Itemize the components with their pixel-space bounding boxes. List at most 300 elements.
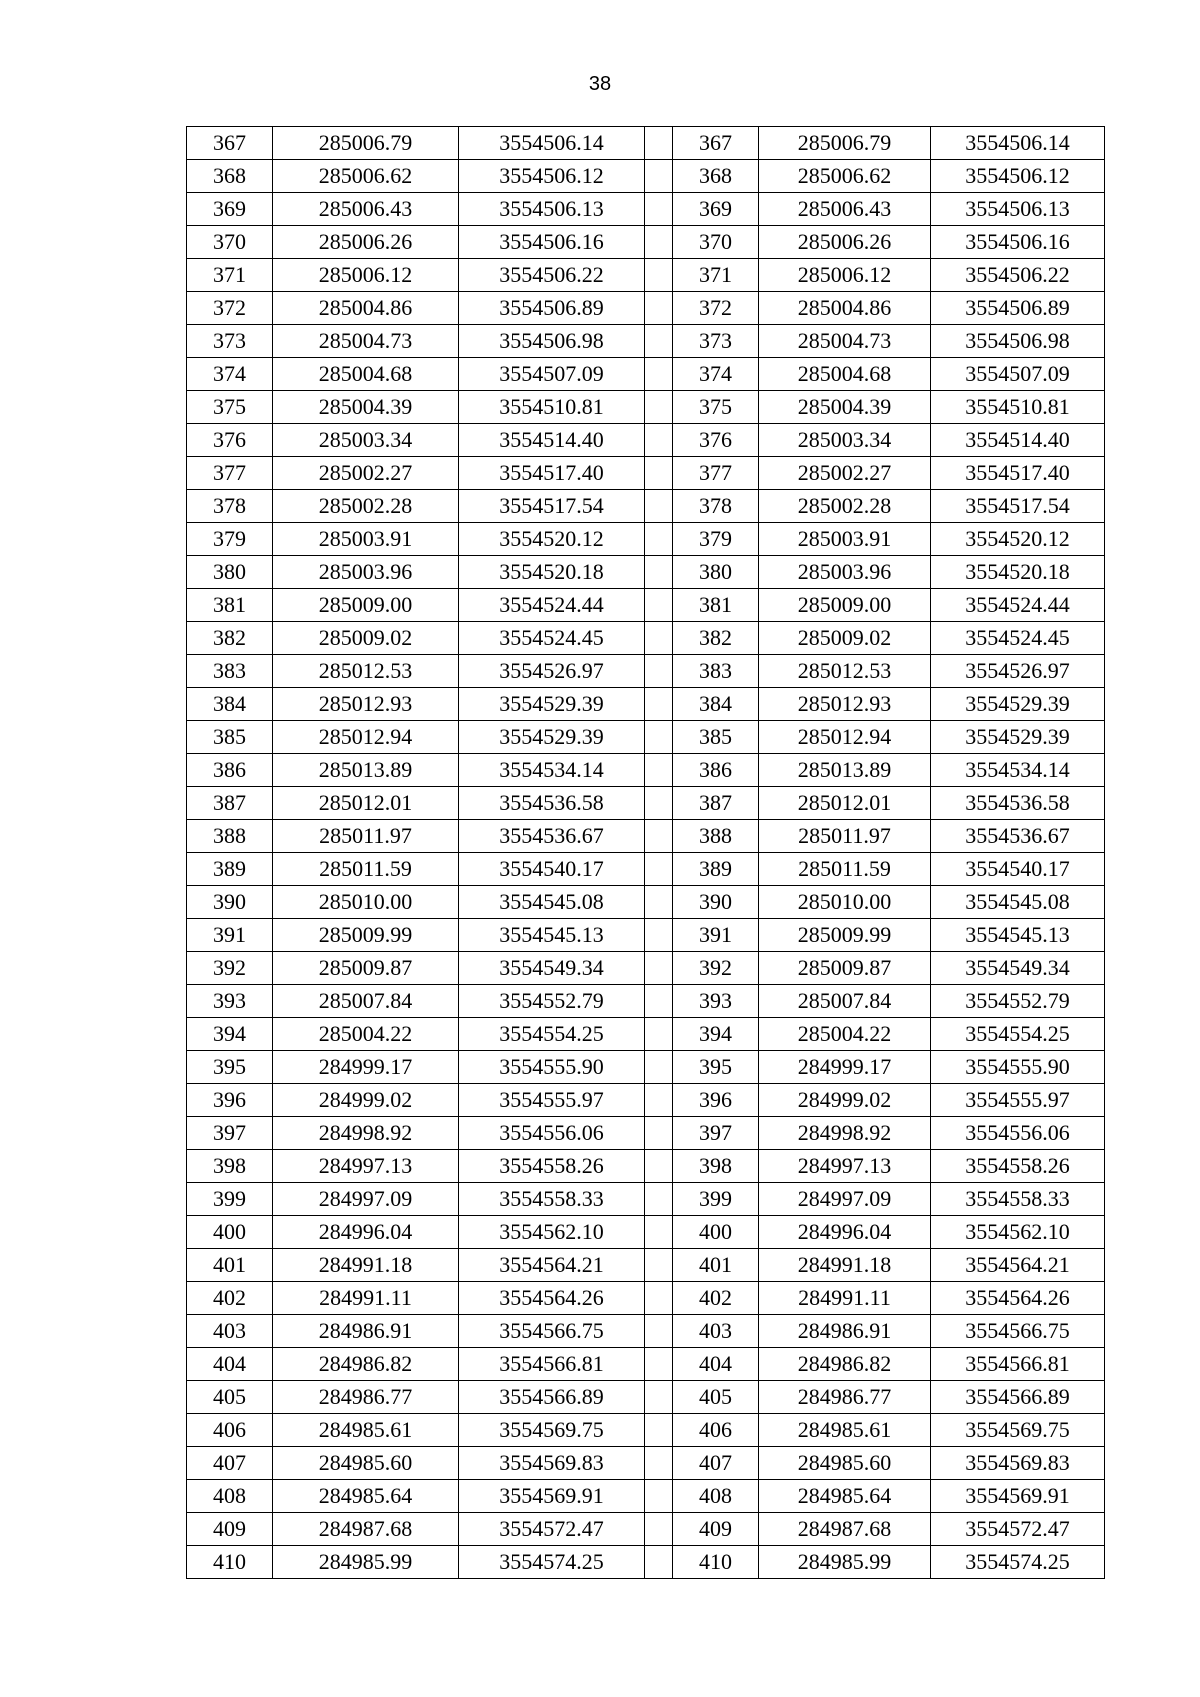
x-coordinate-right: 284985.64 xyxy=(759,1480,931,1513)
point-number-left: 391 xyxy=(187,919,273,952)
point-number-right: 379 xyxy=(673,523,759,556)
y-coordinate-right: 3554520.18 xyxy=(931,556,1105,589)
x-coordinate-right: 285009.87 xyxy=(759,952,931,985)
point-number-right: 391 xyxy=(673,919,759,952)
y-coordinate-left: 3554506.89 xyxy=(459,292,645,325)
separator-cell xyxy=(645,754,673,787)
point-number-left: 389 xyxy=(187,853,273,886)
y-coordinate-right: 3554554.25 xyxy=(931,1018,1105,1051)
separator-cell xyxy=(645,1315,673,1348)
separator-cell xyxy=(645,1216,673,1249)
y-coordinate-left: 3554552.79 xyxy=(459,985,645,1018)
x-coordinate-left: 284991.18 xyxy=(273,1249,459,1282)
table-row xyxy=(187,523,1105,556)
x-coordinate-left: 284985.64 xyxy=(273,1480,459,1513)
y-coordinate-right: 3554545.13 xyxy=(931,919,1105,952)
y-coordinate-left: 3554554.25 xyxy=(459,1018,645,1051)
point-number-left: 390 xyxy=(187,886,273,919)
y-coordinate-left: 3554536.58 xyxy=(459,787,645,820)
point-number-left: 383 xyxy=(187,655,273,688)
x-coordinate-right: 285012.94 xyxy=(759,721,931,754)
y-coordinate-left: 3554569.75 xyxy=(459,1414,645,1447)
x-coordinate-right: 285004.86 xyxy=(759,292,931,325)
point-number-right: 386 xyxy=(673,754,759,787)
y-coordinate-right: 3554506.98 xyxy=(931,325,1105,358)
separator-cell xyxy=(645,424,673,457)
point-number-right: 410 xyxy=(673,1546,759,1579)
x-coordinate-left: 285002.28 xyxy=(273,490,459,523)
x-coordinate-right: 285012.53 xyxy=(759,655,931,688)
separator-cell xyxy=(645,853,673,886)
y-coordinate-right: 3554529.39 xyxy=(931,721,1105,754)
point-number-left: 410 xyxy=(187,1546,273,1579)
y-coordinate-left: 3554536.67 xyxy=(459,820,645,853)
point-number-left: 386 xyxy=(187,754,273,787)
table-row xyxy=(187,1513,1105,1546)
table-row xyxy=(187,1216,1105,1249)
x-coordinate-right: 284998.92 xyxy=(759,1117,931,1150)
point-number-left: 406 xyxy=(187,1414,273,1447)
point-number-right: 367 xyxy=(673,127,759,160)
table-row xyxy=(187,985,1105,1018)
point-number-right: 405 xyxy=(673,1381,759,1414)
y-coordinate-right: 3554524.45 xyxy=(931,622,1105,655)
y-coordinate-left: 3554520.12 xyxy=(459,523,645,556)
table-row xyxy=(187,1315,1105,1348)
y-coordinate-right: 3554555.97 xyxy=(931,1084,1105,1117)
table-row xyxy=(187,1282,1105,1315)
y-coordinate-left: 3554506.16 xyxy=(459,226,645,259)
y-coordinate-right: 3554506.22 xyxy=(931,259,1105,292)
y-coordinate-left: 3554572.47 xyxy=(459,1513,645,1546)
separator-cell xyxy=(645,787,673,820)
x-coordinate-right: 284986.77 xyxy=(759,1381,931,1414)
point-number-left: 408 xyxy=(187,1480,273,1513)
y-coordinate-left: 3554564.21 xyxy=(459,1249,645,1282)
point-number-right: 407 xyxy=(673,1447,759,1480)
separator-cell xyxy=(645,160,673,193)
point-number-left: 392 xyxy=(187,952,273,985)
separator-cell xyxy=(645,820,673,853)
x-coordinate-right: 285004.68 xyxy=(759,358,931,391)
x-coordinate-right: 285002.28 xyxy=(759,490,931,523)
x-coordinate-left: 285004.22 xyxy=(273,1018,459,1051)
table-row xyxy=(187,1117,1105,1150)
y-coordinate-left: 3554556.06 xyxy=(459,1117,645,1150)
x-coordinate-right: 285006.26 xyxy=(759,226,931,259)
y-coordinate-right: 3554517.54 xyxy=(931,490,1105,523)
y-coordinate-left: 3554558.33 xyxy=(459,1183,645,1216)
y-coordinate-right: 3554524.44 xyxy=(931,589,1105,622)
table-row xyxy=(187,1546,1105,1579)
separator-cell xyxy=(645,622,673,655)
y-coordinate-left: 3554569.83 xyxy=(459,1447,645,1480)
y-coordinate-right: 3554536.58 xyxy=(931,787,1105,820)
x-coordinate-right: 284985.61 xyxy=(759,1414,931,1447)
point-number-left: 400 xyxy=(187,1216,273,1249)
x-coordinate-right: 285006.79 xyxy=(759,127,931,160)
table-row xyxy=(187,886,1105,919)
table-row xyxy=(187,721,1105,754)
point-number-right: 397 xyxy=(673,1117,759,1150)
separator-cell xyxy=(645,193,673,226)
separator-cell xyxy=(645,721,673,754)
x-coordinate-left: 285006.43 xyxy=(273,193,459,226)
point-number-left: 405 xyxy=(187,1381,273,1414)
point-number-left: 377 xyxy=(187,457,273,490)
separator-cell xyxy=(645,1546,673,1579)
x-coordinate-right: 285010.00 xyxy=(759,886,931,919)
separator-cell xyxy=(645,985,673,1018)
table-row xyxy=(187,127,1105,160)
x-coordinate-right: 285003.96 xyxy=(759,556,931,589)
page-number: 38 xyxy=(588,73,612,95)
table-row xyxy=(187,655,1105,688)
point-number-right: 374 xyxy=(673,358,759,391)
table-row xyxy=(187,1183,1105,1216)
separator-cell xyxy=(645,919,673,952)
y-coordinate-right: 3554526.97 xyxy=(931,655,1105,688)
point-number-left: 369 xyxy=(187,193,273,226)
point-number-left: 382 xyxy=(187,622,273,655)
y-coordinate-right: 3554517.40 xyxy=(931,457,1105,490)
y-coordinate-right: 3554569.91 xyxy=(931,1480,1105,1513)
y-coordinate-right: 3554564.21 xyxy=(931,1249,1105,1282)
y-coordinate-right: 3554545.08 xyxy=(931,886,1105,919)
y-coordinate-left: 3554506.13 xyxy=(459,193,645,226)
point-number-left: 388 xyxy=(187,820,273,853)
table-row xyxy=(187,754,1105,787)
y-coordinate-left: 3554529.39 xyxy=(459,688,645,721)
y-coordinate-right: 3554564.26 xyxy=(931,1282,1105,1315)
separator-cell xyxy=(645,1018,673,1051)
point-number-right: 402 xyxy=(673,1282,759,1315)
y-coordinate-left: 3554510.81 xyxy=(459,391,645,424)
separator-cell xyxy=(645,1414,673,1447)
point-number-right: 383 xyxy=(673,655,759,688)
x-coordinate-left: 285009.87 xyxy=(273,952,459,985)
y-coordinate-right: 3554566.75 xyxy=(931,1315,1105,1348)
separator-cell xyxy=(645,1480,673,1513)
point-number-left: 396 xyxy=(187,1084,273,1117)
y-coordinate-right: 3554558.26 xyxy=(931,1150,1105,1183)
separator-cell xyxy=(645,556,673,589)
point-number-left: 387 xyxy=(187,787,273,820)
separator-cell xyxy=(645,226,673,259)
y-coordinate-right: 3554507.09 xyxy=(931,358,1105,391)
y-coordinate-left: 3554574.25 xyxy=(459,1546,645,1579)
table-row xyxy=(187,259,1105,292)
table-row xyxy=(187,622,1105,655)
y-coordinate-left: 3554564.26 xyxy=(459,1282,645,1315)
separator-cell xyxy=(645,1084,673,1117)
x-coordinate-left: 285012.94 xyxy=(273,721,459,754)
x-coordinate-left: 285003.96 xyxy=(273,556,459,589)
x-coordinate-right: 285006.12 xyxy=(759,259,931,292)
separator-cell xyxy=(645,1150,673,1183)
table-row xyxy=(187,853,1105,886)
x-coordinate-left: 284986.77 xyxy=(273,1381,459,1414)
x-coordinate-right: 285011.59 xyxy=(759,853,931,886)
point-number-left: 379 xyxy=(187,523,273,556)
point-number-right: 370 xyxy=(673,226,759,259)
y-coordinate-left: 3554545.13 xyxy=(459,919,645,952)
point-number-right: 381 xyxy=(673,589,759,622)
x-coordinate-right: 285009.99 xyxy=(759,919,931,952)
x-coordinate-left: 285012.93 xyxy=(273,688,459,721)
point-number-right: 408 xyxy=(673,1480,759,1513)
table-row xyxy=(187,919,1105,952)
y-coordinate-left: 3554506.22 xyxy=(459,259,645,292)
point-number-right: 406 xyxy=(673,1414,759,1447)
point-number-right: 404 xyxy=(673,1348,759,1381)
x-coordinate-right: 284997.09 xyxy=(759,1183,931,1216)
x-coordinate-left: 284999.02 xyxy=(273,1084,459,1117)
y-coordinate-left: 3554566.89 xyxy=(459,1381,645,1414)
separator-cell xyxy=(645,688,673,721)
x-coordinate-right: 284999.02 xyxy=(759,1084,931,1117)
y-coordinate-right: 3554534.14 xyxy=(931,754,1105,787)
y-coordinate-right: 3554569.83 xyxy=(931,1447,1105,1480)
y-coordinate-left: 3554549.34 xyxy=(459,952,645,985)
x-coordinate-right: 284986.91 xyxy=(759,1315,931,1348)
x-coordinate-left: 284986.91 xyxy=(273,1315,459,1348)
table-row xyxy=(187,1348,1105,1381)
y-coordinate-right: 3554552.79 xyxy=(931,985,1105,1018)
table-row xyxy=(187,688,1105,721)
separator-cell xyxy=(645,358,673,391)
x-coordinate-left: 284997.13 xyxy=(273,1150,459,1183)
table-row xyxy=(187,1447,1105,1480)
x-coordinate-left: 284987.68 xyxy=(273,1513,459,1546)
table-row xyxy=(187,1480,1105,1513)
x-coordinate-left: 285004.73 xyxy=(273,325,459,358)
separator-cell xyxy=(645,325,673,358)
table-row xyxy=(187,457,1105,490)
x-coordinate-right: 285012.01 xyxy=(759,787,931,820)
table-row xyxy=(187,424,1105,457)
point-number-left: 385 xyxy=(187,721,273,754)
y-coordinate-right: 3554506.89 xyxy=(931,292,1105,325)
table-row xyxy=(187,1084,1105,1117)
point-number-right: 368 xyxy=(673,160,759,193)
point-number-left: 409 xyxy=(187,1513,273,1546)
point-number-left: 398 xyxy=(187,1150,273,1183)
point-number-right: 371 xyxy=(673,259,759,292)
separator-cell xyxy=(645,589,673,622)
y-coordinate-right: 3554520.12 xyxy=(931,523,1105,556)
x-coordinate-right: 284987.68 xyxy=(759,1513,931,1546)
point-number-left: 394 xyxy=(187,1018,273,1051)
x-coordinate-left: 285011.59 xyxy=(273,853,459,886)
x-coordinate-left: 285006.79 xyxy=(273,127,459,160)
separator-cell xyxy=(645,1117,673,1150)
y-coordinate-left: 3554555.90 xyxy=(459,1051,645,1084)
y-coordinate-left: 3554545.08 xyxy=(459,886,645,919)
x-coordinate-right: 285006.62 xyxy=(759,160,931,193)
table-row xyxy=(187,490,1105,523)
point-number-right: 403 xyxy=(673,1315,759,1348)
point-number-right: 384 xyxy=(673,688,759,721)
coordinates-table xyxy=(186,126,1105,1579)
y-coordinate-left: 3554540.17 xyxy=(459,853,645,886)
point-number-left: 376 xyxy=(187,424,273,457)
table-row xyxy=(187,292,1105,325)
x-coordinate-right: 284996.04 xyxy=(759,1216,931,1249)
separator-cell xyxy=(645,523,673,556)
x-coordinate-left: 285006.12 xyxy=(273,259,459,292)
x-coordinate-left: 285003.34 xyxy=(273,424,459,457)
separator-cell xyxy=(645,259,673,292)
x-coordinate-left: 284997.09 xyxy=(273,1183,459,1216)
y-coordinate-left: 3554506.14 xyxy=(459,127,645,160)
x-coordinate-right: 284986.82 xyxy=(759,1348,931,1381)
x-coordinate-right: 284997.13 xyxy=(759,1150,931,1183)
x-coordinate-right: 284985.99 xyxy=(759,1546,931,1579)
separator-cell xyxy=(645,1249,673,1282)
x-coordinate-left: 285003.91 xyxy=(273,523,459,556)
point-number-left: 403 xyxy=(187,1315,273,1348)
point-number-right: 398 xyxy=(673,1150,759,1183)
x-coordinate-left: 284991.11 xyxy=(273,1282,459,1315)
point-number-right: 380 xyxy=(673,556,759,589)
point-number-left: 372 xyxy=(187,292,273,325)
y-coordinate-right: 3554514.40 xyxy=(931,424,1105,457)
x-coordinate-right: 285004.73 xyxy=(759,325,931,358)
x-coordinate-left: 285013.89 xyxy=(273,754,459,787)
x-coordinate-left: 285002.27 xyxy=(273,457,459,490)
y-coordinate-right: 3554506.12 xyxy=(931,160,1105,193)
separator-cell xyxy=(645,1348,673,1381)
point-number-left: 378 xyxy=(187,490,273,523)
coordinates-table-body xyxy=(187,127,1105,1579)
y-coordinate-left: 3554529.39 xyxy=(459,721,645,754)
point-number-left: 401 xyxy=(187,1249,273,1282)
point-number-right: 400 xyxy=(673,1216,759,1249)
separator-cell xyxy=(645,655,673,688)
point-number-right: 377 xyxy=(673,457,759,490)
x-coordinate-right: 285004.22 xyxy=(759,1018,931,1051)
x-coordinate-right: 285012.93 xyxy=(759,688,931,721)
x-coordinate-left: 284999.17 xyxy=(273,1051,459,1084)
x-coordinate-left: 285009.99 xyxy=(273,919,459,952)
y-coordinate-right: 3554510.81 xyxy=(931,391,1105,424)
y-coordinate-left: 3554517.40 xyxy=(459,457,645,490)
x-coordinate-left: 285010.00 xyxy=(273,886,459,919)
point-number-left: 395 xyxy=(187,1051,273,1084)
y-coordinate-right: 3554529.39 xyxy=(931,688,1105,721)
table-row xyxy=(187,160,1105,193)
separator-cell xyxy=(645,952,673,985)
x-coordinate-right: 285013.89 xyxy=(759,754,931,787)
table-row xyxy=(187,589,1105,622)
x-coordinate-right: 285003.34 xyxy=(759,424,931,457)
y-coordinate-left: 3554534.14 xyxy=(459,754,645,787)
x-coordinate-left: 285004.86 xyxy=(273,292,459,325)
point-number-right: 401 xyxy=(673,1249,759,1282)
y-coordinate-left: 3554524.44 xyxy=(459,589,645,622)
point-number-right: 390 xyxy=(673,886,759,919)
table-row xyxy=(187,952,1105,985)
y-coordinate-left: 3554566.75 xyxy=(459,1315,645,1348)
point-number-left: 380 xyxy=(187,556,273,589)
y-coordinate-right: 3554506.14 xyxy=(931,127,1105,160)
separator-cell xyxy=(645,127,673,160)
y-coordinate-left: 3554506.98 xyxy=(459,325,645,358)
y-coordinate-left: 3554514.40 xyxy=(459,424,645,457)
point-number-left: 407 xyxy=(187,1447,273,1480)
table-row xyxy=(187,556,1105,589)
table-row xyxy=(187,1249,1105,1282)
x-coordinate-left: 285006.26 xyxy=(273,226,459,259)
point-number-right: 388 xyxy=(673,820,759,853)
point-number-left: 371 xyxy=(187,259,273,292)
separator-cell xyxy=(645,391,673,424)
x-coordinate-right: 285009.02 xyxy=(759,622,931,655)
point-number-right: 392 xyxy=(673,952,759,985)
x-coordinate-right: 284991.11 xyxy=(759,1282,931,1315)
y-coordinate-left: 3554506.12 xyxy=(459,160,645,193)
point-number-left: 384 xyxy=(187,688,273,721)
table-row xyxy=(187,358,1105,391)
point-number-right: 375 xyxy=(673,391,759,424)
y-coordinate-right: 3554558.33 xyxy=(931,1183,1105,1216)
x-coordinate-left: 285012.53 xyxy=(273,655,459,688)
separator-cell xyxy=(645,1513,673,1546)
y-coordinate-right: 3554506.13 xyxy=(931,193,1105,226)
y-coordinate-right: 3554566.81 xyxy=(931,1348,1105,1381)
separator-cell xyxy=(645,1381,673,1414)
x-coordinate-right: 284991.18 xyxy=(759,1249,931,1282)
x-coordinate-left: 284998.92 xyxy=(273,1117,459,1150)
x-coordinate-right: 285006.43 xyxy=(759,193,931,226)
table-row xyxy=(187,1018,1105,1051)
point-number-left: 375 xyxy=(187,391,273,424)
x-coordinate-right: 285009.00 xyxy=(759,589,931,622)
point-number-right: 396 xyxy=(673,1084,759,1117)
point-number-right: 373 xyxy=(673,325,759,358)
point-number-left: 368 xyxy=(187,160,273,193)
x-coordinate-left: 285007.84 xyxy=(273,985,459,1018)
point-number-left: 381 xyxy=(187,589,273,622)
x-coordinate-left: 285004.68 xyxy=(273,358,459,391)
y-coordinate-right: 3554540.17 xyxy=(931,853,1105,886)
point-number-right: 389 xyxy=(673,853,759,886)
table-row xyxy=(187,325,1105,358)
x-coordinate-left: 285004.39 xyxy=(273,391,459,424)
y-coordinate-right: 3554569.75 xyxy=(931,1414,1105,1447)
point-number-right: 409 xyxy=(673,1513,759,1546)
point-number-left: 402 xyxy=(187,1282,273,1315)
separator-cell xyxy=(645,1282,673,1315)
x-coordinate-left: 285012.01 xyxy=(273,787,459,820)
y-coordinate-left: 3554566.81 xyxy=(459,1348,645,1381)
point-number-right: 387 xyxy=(673,787,759,820)
separator-cell xyxy=(645,1051,673,1084)
x-coordinate-left: 285011.97 xyxy=(273,820,459,853)
y-coordinate-right: 3554572.47 xyxy=(931,1513,1105,1546)
x-coordinate-left: 284985.99 xyxy=(273,1546,459,1579)
table-row xyxy=(187,1150,1105,1183)
y-coordinate-right: 3554566.89 xyxy=(931,1381,1105,1414)
point-number-right: 369 xyxy=(673,193,759,226)
point-number-right: 394 xyxy=(673,1018,759,1051)
point-number-left: 374 xyxy=(187,358,273,391)
point-number-left: 367 xyxy=(187,127,273,160)
separator-cell xyxy=(645,886,673,919)
y-coordinate-right: 3554556.06 xyxy=(931,1117,1105,1150)
point-number-right: 372 xyxy=(673,292,759,325)
